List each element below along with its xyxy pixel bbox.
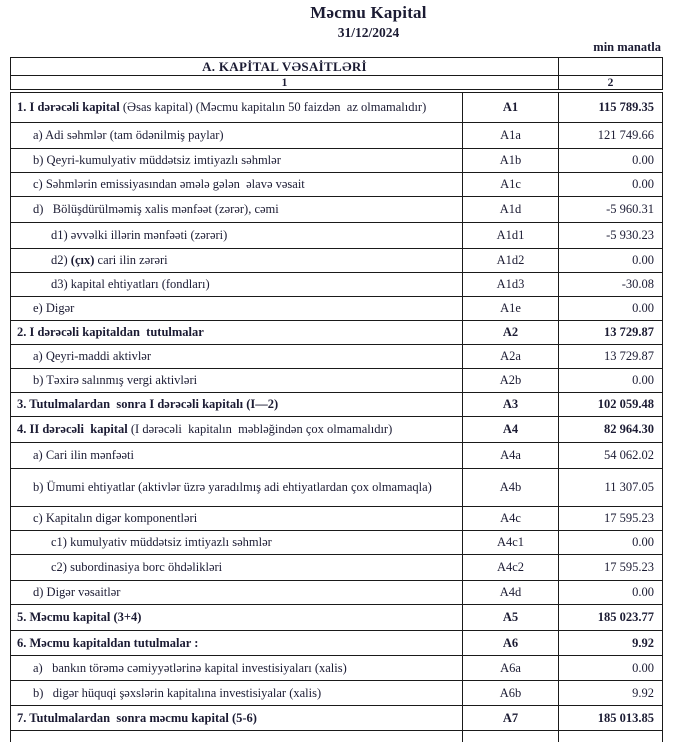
row-label: a) bankın törəmə cəmiyyətlərinə kapital investisiyaları (xalis) [11,656,463,681]
table-row [11,321,663,345]
row-value: 11 307.05 [559,469,663,507]
row-code: A1e [463,297,559,321]
row-code: A1d2 [463,249,559,273]
row-label: a) Adi səhmlər (tam ödənilmiş paylar) [11,123,463,149]
row-value: 0.00 [559,581,663,605]
table-row [11,605,663,631]
row-code: A7 [463,706,559,731]
row-code: A6a [463,656,559,681]
row-label: d3) kapital ehtiyatları (fondları) [11,273,463,297]
table-row [11,393,663,417]
row-code: A1c [463,173,559,197]
row-value: 0.00 [559,297,663,321]
table-row [11,369,663,393]
table-row [11,297,663,321]
row-code [463,731,559,742]
row-label: d) Digər vəsaitlər [11,581,463,605]
table-row [11,93,663,123]
table-row [11,345,663,369]
table-row [11,123,663,149]
row-code: A1d [463,197,559,223]
row-label: 4. II dərəcəli kapital (I dərəcəli kapitalın məbləğindən çox olmamalıdır) [11,417,463,443]
row-code: A2a [463,345,559,369]
row-value: -30.08 [559,273,663,297]
row-code: A4b [463,469,559,507]
report-date: 31/12/2024 [337,25,400,40]
row-label: d1) əvvəlki illərin mənfəəti (zərəri) [11,223,463,249]
row-value: 54 062.02 [559,443,663,469]
row-value: 121 749.66 [559,123,663,149]
column-number-row [11,76,663,90]
row-value: 0.00 [559,531,663,555]
row-label: a) Cari ilin mənfəəti [11,443,463,469]
row-code: A4a [463,443,559,469]
row-value: 13 729.87 [559,321,663,345]
row-value: 17 595.23 [559,555,663,581]
row-value: 9.92 [559,631,663,656]
row-code: A2b [463,369,559,393]
row-label: b) digər hüquqi şəxslərin kapitalına investisiyalar (xalis) [11,681,463,706]
table-row [11,731,663,742]
capital-table-header [10,57,663,90]
row-value: 0.00 [559,656,663,681]
row-code: A1d1 [463,223,559,249]
row-code: A1b [463,149,559,173]
row-code: A3 [463,393,559,417]
row-label: d) Bölüşdürülməmiş xalis mənfəət (zərər), cəmi [11,197,463,223]
row-code: A6b [463,681,559,706]
row-label: b) Təxirə salınmış vergi aktivləri [11,369,463,393]
row-value: -5 960.31 [559,197,663,223]
table-row [11,656,663,681]
table-row [11,469,663,507]
row-code: A5 [463,605,559,631]
row-value: 0.00 [559,369,663,393]
table-row [11,631,663,656]
row-value: 185 023.77 [559,605,663,631]
table-row [11,249,663,273]
row-code: A6 [463,631,559,656]
row-label: 1. I dərəcəli kapital (Əsas kapital) (Məcmu kapitalın 50 faizdən az olmamalıdır) [11,93,463,123]
row-label: c1) kumulyativ müddətsiz imtiyazlı səhmlər [11,531,463,555]
row-value: 0.00 [559,173,663,197]
row-label: 2. I dərəcəli kapitaldan tutulmalar [11,321,463,345]
table-row [11,555,663,581]
row-label: b) Qeyri-kumulyativ müddətsiz imtiyazlı səhmlər [11,149,463,173]
row-code: A4c [463,507,559,531]
table-row [11,223,663,249]
table-row [11,706,663,731]
table-row [11,149,663,173]
row-value: 102 059.48 [559,393,663,417]
row-label: b) Ümumi ehtiyatlar (aktivlər üzrə yaradılmış adi ehtiyatlardan çox olmamaqla) [11,469,463,507]
table-row [11,173,663,197]
row-label: c) Səhmlərin emissiyasından əmələ gələn əlavə vəsait [11,173,463,197]
row-value: 185 013.85 [559,706,663,731]
row-code: A4c2 [463,555,559,581]
report-header [60,3,677,41]
row-value: 0.00 [559,249,663,273]
table-row [11,507,663,531]
row-value: 13 729.87 [559,345,663,369]
table-row [11,443,663,469]
row-code: A4d [463,581,559,605]
row-code: A2 [463,321,559,345]
table-row [11,681,663,706]
row-code: A4c1 [463,531,559,555]
table-row [11,273,663,297]
row-code: A1 [463,93,559,123]
row-label: c) Kapitalın digər komponentləri [11,507,463,531]
column-header-1: 1 [11,76,559,90]
row-value: 0.00 [559,149,663,173]
row-value: 115 789.35 [559,93,663,123]
row-code: A4 [463,417,559,443]
row-code: A1a [463,123,559,149]
row-value: 17 595.23 [559,507,663,531]
capital-table [10,92,663,742]
row-value: 9.92 [559,681,663,706]
row-label [11,731,463,742]
row-label: 6. Məcmu kapitaldan tutulmalar : [11,631,463,656]
table-row [11,417,663,443]
row-code: A1d3 [463,273,559,297]
column-header-2: 2 [559,76,663,90]
section-header-row [11,58,663,76]
row-label: d2) (çıx) cari ilin zərəri [11,249,463,273]
row-label: a) Qeyri-maddi aktivlər [11,345,463,369]
row-label: e) Digər [11,297,463,321]
section-header: A. KAPİTAL VƏSAİTLƏRİ [11,58,559,76]
row-label: 7. Tutulmalardan sonra məcmu kapital (5-6) [11,706,463,731]
page-title: Məcmu Kapital [310,3,427,22]
table-row [11,531,663,555]
section-header-empty-cell [559,58,663,76]
row-value [559,731,663,742]
unit-note: min manatla [593,40,661,54]
table-row [11,197,663,223]
row-label: 3. Tutulmalardan sonra I dərəcəli kapitalı (I—2) [11,393,463,417]
row-value: 82 964.30 [559,417,663,443]
capital-table-body [11,93,663,742]
row-label: 5. Məcmu kapital (3+4) [11,605,463,631]
table-row [11,581,663,605]
row-label: c2) subordinasiya borc öhdəlikləri [11,555,463,581]
row-value: -5 930.23 [559,223,663,249]
